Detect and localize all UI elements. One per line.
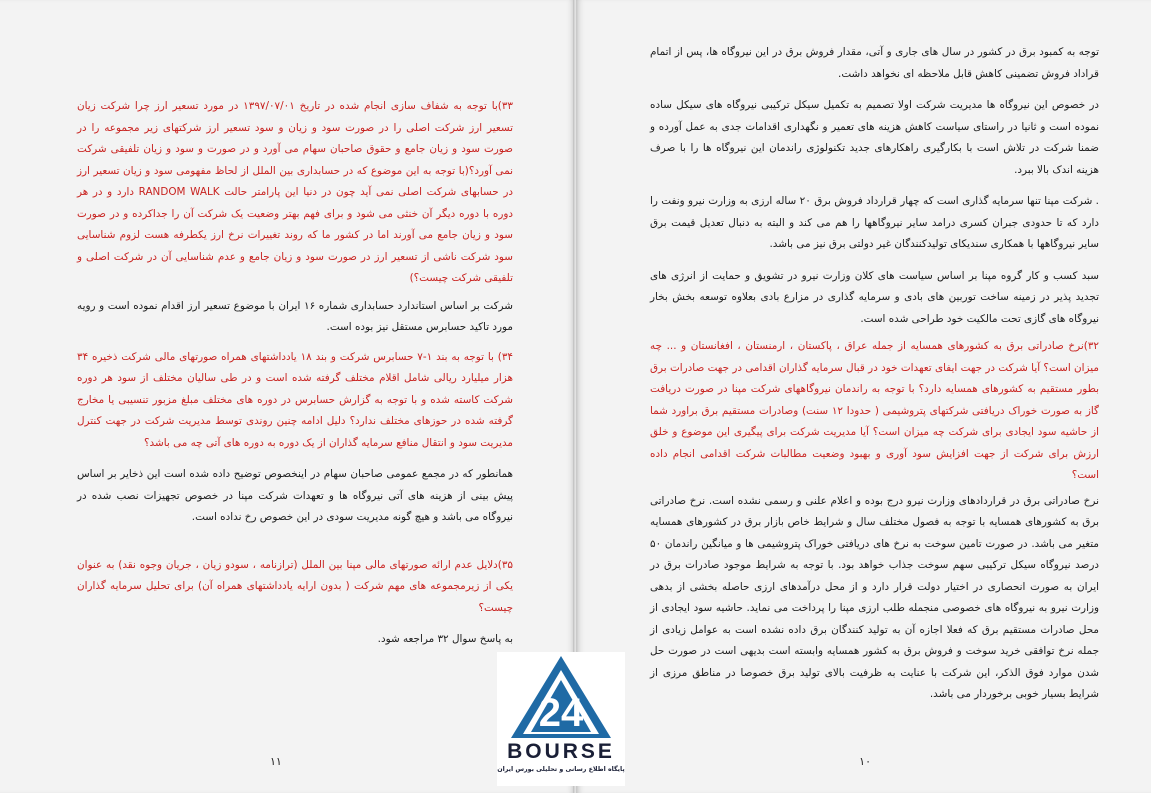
page-number-right: ۱۰ xyxy=(859,755,871,768)
answer-32: نرخ صادراتی برق در قراردادهای وزارت نیرو درج بوده و اعلام علنی و رسمی نشده است. نرخ صادراتی برق به کشورهای همسایه با توجه به فصول مختلف سال و شرایط خاص بازار برق در کشورهای همسایه متغیر می باشد. در صورت تامین سوخت به نرخ های دریافتی خوراک پتروشیمی ها و میانگین راندمان ۵۰ درصد نیروگاه سیکل ترکیبی سهم سوخت جذاب خواهد بود. با توجه به شرایط موجود صادرات برق در ایران به صورت انحصاری در اختیار دولت قرار دارد و از محل درآمدهای ارزی حاصله بخشی از بدهی وزارت نیرو به نیروگاه های خصوصی منجمله طلب ارزی مپنا را پرداخت می نماید. حاشیه سود ایجادی از محل صادرات مستقیم برق که فعلا اجازه آن به تولید کنندگان برق داده نشده است به عوامل زیادی از جمله نرخ توافقی خرید سوخت و فروش برق به کشور همسایه وابسته است بدیهی است در صورت حل شدن موارد فوق الذکر، این شرکت با عنایت به ظرفیت بالای تولید برق خصوصا در مناطق مرزی از شرایط بسیار خوبی برخوردار می باشد. xyxy=(650,494,1099,700)
logo-number: 24 xyxy=(538,691,584,735)
brand-tagline: پایگاه اطلاع رسانی و تحلیلی بورس ایران xyxy=(497,766,625,773)
question-32: ۳۲)نرخ صادراتی برق به کشورهای همسایه از جمله عراق ، پاکستان ، ارمنستان ، افغانستان و ... چه میزان است؟ آیا شرکت در جهت ایفای تعهدات خود در قبال سرمایه گذاران اقدامی در جهت صادرات برق بطور مستقیم به کشورهای همسایه دارد؟ با توجه به راندمان نیروگاههای شرکت مپنا در صورت دریافت گاز به صورت خوراک دریافتی شرکتهای پتروشیمی ( حدودا ۱۲ سنت) وصادرات مستقیم برق براورد شما از حاشیه سود ایجادی برای شرکت چه میزان است؟ آیا مدیریت شرکت برای پیگیری این موضوع و خلق ارزش برای شرکت از جهت افزایش سود آوری و بهبود وضعیت مطالبات شرکت اقدامی انجام داده است؟ xyxy=(650,340,1099,481)
paragraph-3: . شرکت مپنا تنها سرمایه گذاری است که چهار قرارداد فروش برق ۲۰ ساله ارزی به وزارت نیرو ونفت را دارد که تا حدودی جبران کسری درامد سایر نیروگاهها را هم می کند و البته به دنبال تعدیل قیمت برق سایر نیروگاهها با همکاری سندیکای تولیدکنندگان غیر دولتی برق نیز می باشد. xyxy=(650,195,1099,250)
bourse24-watermark-logo xyxy=(497,652,625,786)
left-page-text xyxy=(77,96,513,659)
answer-35: به پاسخ سوال ۳۲ مراجعه شود. xyxy=(377,633,513,645)
question-35: ۳۵)دلایل عدم ارائه صورتهای مالی مپنا بین الملل (ترازنامه ، سودو زیان ، جریان وجوه نقد) به عنوان یکی از زیرمجموعه های مهم شرکت ( بدون ارایه یادداشتهای همراه آن) برای تحلیل سرمایه گذاران چیست؟ xyxy=(77,558,513,614)
question-33: ۳۳)با توجه به شفاف سازی انجام شده در تاریخ ۱۳۹۷/۰۷/۰۱ در مورد تسعیر ارز چرا شرکت زیان تسعیر ارز شرکت اصلی را در صورت سود و زیان و سود تسعیر ارز شرکتهای زیر مجموعه را در صورت سود و زیان جامع و حقوق صاحبان سهام می آورد و در صورت و سود و زیان تلفیقی شرکت نمی آورد؟(با توجه به این موضوع که در حسابداری بین الملل از لحاظ مفهومی سود و زیان تسعیر ارز در حسابهای شرکت اصلی نمی آید چون در دنیا این پارامتر حالت RANDOM WALK دارد و در هر دوره با دوره دیگر آن خنثی می شود و برای فهم بهتر وضعیت یک شرکت آن را جداکرده و در صورت سود و زیان جامع می آورند اما در کشور ما که روند تغییرات نرخ ارز یکطرفه هست لزوم شناسایی سود شرکت ناشی از تسعیر ارز در صورت سود و زیان جامع و عدم شناسایی آن در شرکت اصلی و تلفیقی شرکت چیست؟) xyxy=(77,100,514,284)
paragraph-2: در خصوص این نیروگاه ها مدیریت شرکت اولا تصمیم به تکمیل سیکل ترکیبی نیروگاه های سیکل ساده نموده است و ثانیا در راستای سیاست کاهش هزینه های تعمیر و نگهداری اقدامات جدی به عمل آورده و ضمنا شرکت در تلاش است با بکارگیری راهکارهای جدید تکنولوژی راندمان این نیروگاه ها را با صرف هزینه اندک بالا ببرد. xyxy=(650,99,1099,176)
brand-name: BOURSE xyxy=(507,740,615,763)
right-page-text xyxy=(650,42,1099,714)
answer-34: همانطور که در مجمع عمومی صاحبان سهام در اینخصوص توضیح داده شده است این ذخایر بر اساس پیش بینی از هزینه های آتی نیروگاه ها و تعهدات شرکت مپنا در خصوص تجهیزات نصب شده در نیروگاه می باشد و هیچ گونه مدیریت سودی در این خصوص رخ نداده است. xyxy=(77,468,513,523)
right-page xyxy=(576,0,1151,793)
paragraph-4: سبد کسب و کار گروه مپنا بر اساس سیاست های کلان وزارت نیرو در تشویق و حمایت از انرژی های تجدید پذیر در زمینه ساخت توربین های بادی و سرمایه گذاری در مزارع بادی بعلاوه توسعه بخش بخار نیروگاه های گازی تحت مالکیت خود طراحی شده است. xyxy=(650,269,1099,325)
answer-33: شرکت بر اساس استاندارد حسابداری شماره ۱۶ ایران با موضوع تسعیر ارز اقدام نموده است و رویه مورد تاکید حسابرس مستقل نیز بوده است. xyxy=(77,299,513,333)
paragraph-1: توجه به کمبود برق در کشور در سال های جاری و آتی، مقدار فروش برق در این نیروگاه ها، پس از اتمام قراداد فروش تضمینی کاهش قابل ملاحظه ای نخواهد داشت. xyxy=(650,46,1099,80)
question-34: ۳۴) با توجه به بند ۱-۷ حسابرس شرکت و بند ۱۸ یادداشتهای همراه صورتهای مالی شرکت ذخیره ۳۴ هزار میلیارد ریالی شامل اقلام مختلف گرفته شده است و در طی سالیان مختلف از سود هر دوره شرکت کاسته شده و با توجه به گزارش حسابرس در دوره های مختلف مبلغ مزبور تنسیبی یا مخارج گرفته شده در حوزهای مختلف ندارد؟ دلیل ادامه چنین روندی توسط مدیریت شرکت در جهت کنترل مدیریت سود و انتقال منافع سرمایه گذاران از یک دوره به دوره های آتی چه می باشد؟ xyxy=(77,350,513,449)
left-page xyxy=(0,0,575,793)
page-number-left: ۱۱ xyxy=(270,755,282,768)
bourse24-mountain-icon xyxy=(497,652,625,744)
